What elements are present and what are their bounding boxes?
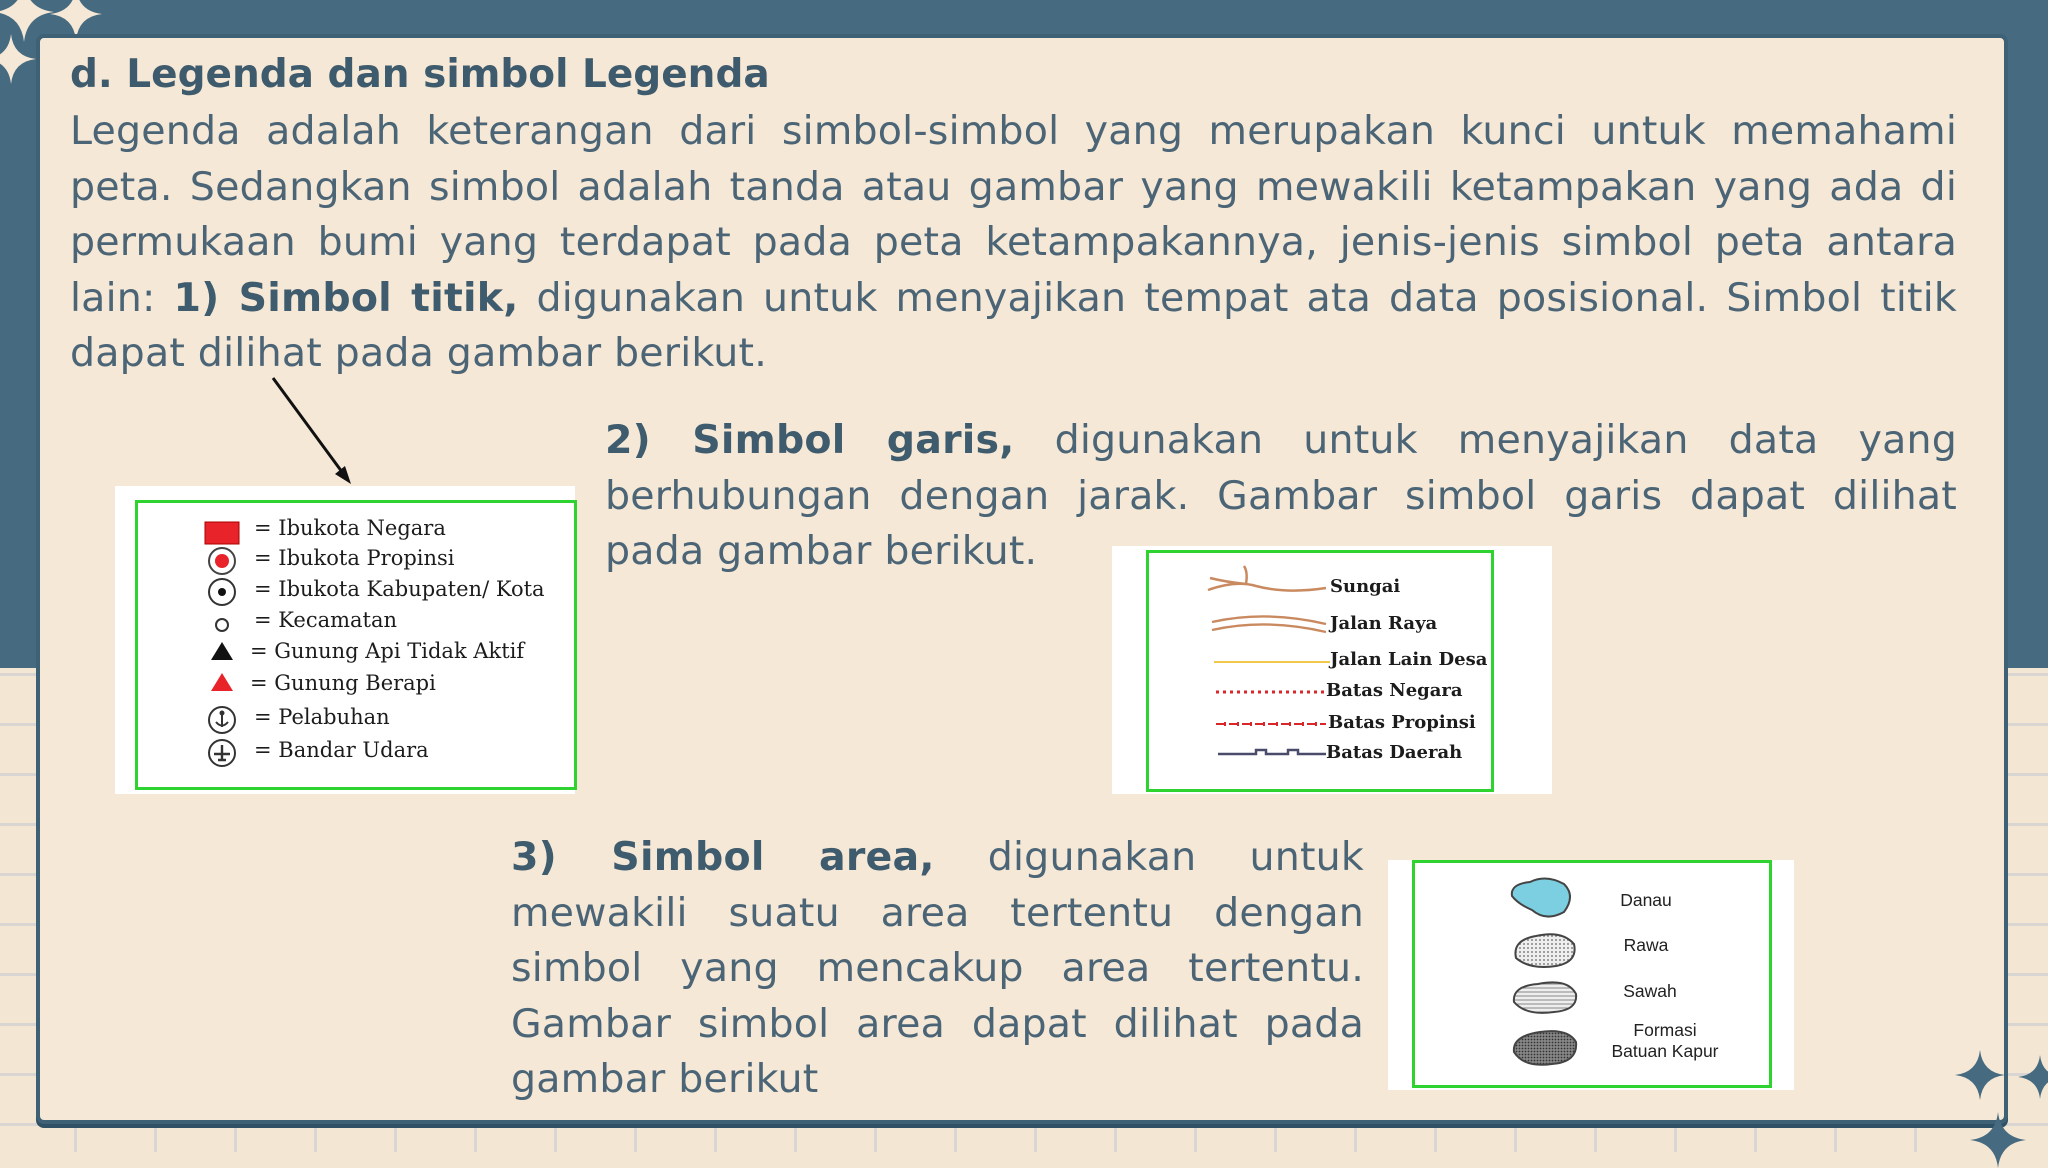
area-symbol-figure bbox=[1388, 860, 1794, 1090]
section-heading: d. Legenda dan simbol Legenda bbox=[70, 52, 770, 97]
point-legend-item: = Bandar Udara bbox=[254, 738, 429, 762]
swamp-area-icon bbox=[1515, 934, 1574, 967]
point-symbol-label: 1) Simbol titik, bbox=[173, 274, 519, 321]
airplane-icon bbox=[209, 740, 235, 766]
line-symbol-label: 2) Simbol garis, bbox=[605, 417, 1015, 463]
line-symbol-figure bbox=[1112, 546, 1552, 794]
point-legend-item: = Ibukota Propinsi bbox=[254, 546, 455, 570]
line-legend-item: Jalan Lain Desa bbox=[1330, 649, 1488, 670]
point-symbol-figure bbox=[115, 486, 575, 794]
anchor-icon bbox=[209, 707, 235, 733]
rice-field-area-icon bbox=[1514, 982, 1576, 1013]
square-red-icon bbox=[205, 522, 239, 544]
point-legend-item: = Kecamatan bbox=[254, 608, 398, 632]
intro-text: Legenda adalah keterangan dari simbol-simbol yang merupakan kunci untuk memahami peta. Sedangkan simbol adalah tanda atau gambar yang mewakili ketampakan yang ada di permukaan bumi yang terdapat pada peta ketampakannya, jenis-jenis simbol peta antara lain: bbox=[70, 108, 1957, 321]
triangle-red-icon bbox=[211, 673, 233, 691]
line-legend-item: Batas Propinsi bbox=[1328, 712, 1476, 733]
triangle-black-icon bbox=[211, 642, 233, 660]
area-legend-item: Danau bbox=[1620, 890, 1672, 910]
point-legend-item: = Ibukota Negara bbox=[254, 516, 446, 540]
sparkle-icon bbox=[2018, 1055, 2048, 1099]
area-symbol-label: 3) Simbol area, bbox=[511, 834, 935, 880]
intro-paragraph bbox=[70, 104, 1957, 382]
regional-border-line-icon bbox=[1218, 750, 1326, 754]
circle-black-dot-icon bbox=[209, 579, 235, 605]
main-road-line-icon bbox=[1212, 616, 1326, 632]
point-legend-item: = Ibukota Kabupaten/ Kota bbox=[254, 577, 545, 601]
line-legend-item: Batas Negara bbox=[1326, 680, 1463, 701]
line-legend-item: Jalan Raya bbox=[1330, 613, 1438, 634]
area-symbols bbox=[1506, 870, 1596, 1080]
sparkle-icon bbox=[1955, 1050, 2005, 1100]
area-legend-item: Rawa bbox=[1623, 935, 1669, 955]
point-legend-item: = Gunung Api Tidak Aktif bbox=[250, 639, 525, 663]
area-legend-item: Batuan Kapur bbox=[1611, 1041, 1719, 1061]
lake-area-icon bbox=[1512, 878, 1570, 916]
pointer-arrow bbox=[265, 372, 365, 492]
river-line-icon bbox=[1208, 566, 1326, 591]
line-legend-item: Sungai bbox=[1330, 576, 1401, 597]
line-symbols bbox=[1206, 564, 1336, 794]
point-legend-item: = Gunung Berapi bbox=[250, 671, 436, 695]
area-legend-item: Formasi bbox=[1633, 1020, 1697, 1040]
sparkle-icon bbox=[1970, 1112, 2026, 1168]
area-symbol-text: digunakan untuk mewakili suatu area tertentu dengan simbol yang mencakup area tertentu. Gambar simbol area dapat dilihat pada gambar berikut bbox=[511, 834, 1364, 1102]
sparkle-icon bbox=[0, 34, 36, 84]
area-legend-item: Sawah bbox=[1623, 981, 1677, 1001]
point-legend-item: = Pelabuhan bbox=[254, 705, 390, 729]
point-symbol-text: digunakan untuk menyajikan tempat ata data posisional. Simbol titik dapat dilihat pada gambar berikut. bbox=[70, 274, 1957, 376]
line-symbol-text: digunakan untuk menyajikan data yang berhubungan dengan jarak. Gambar simbol garis dapat dilihat pada gambar berikut. bbox=[605, 417, 1957, 574]
limestone-area-icon bbox=[1514, 1031, 1576, 1065]
small-circle-icon bbox=[216, 619, 228, 631]
area-symbol-paragraph bbox=[511, 830, 1364, 1108]
line-legend-item: Batas Daerah bbox=[1326, 742, 1463, 763]
circle-red-dot-icon bbox=[209, 548, 235, 574]
